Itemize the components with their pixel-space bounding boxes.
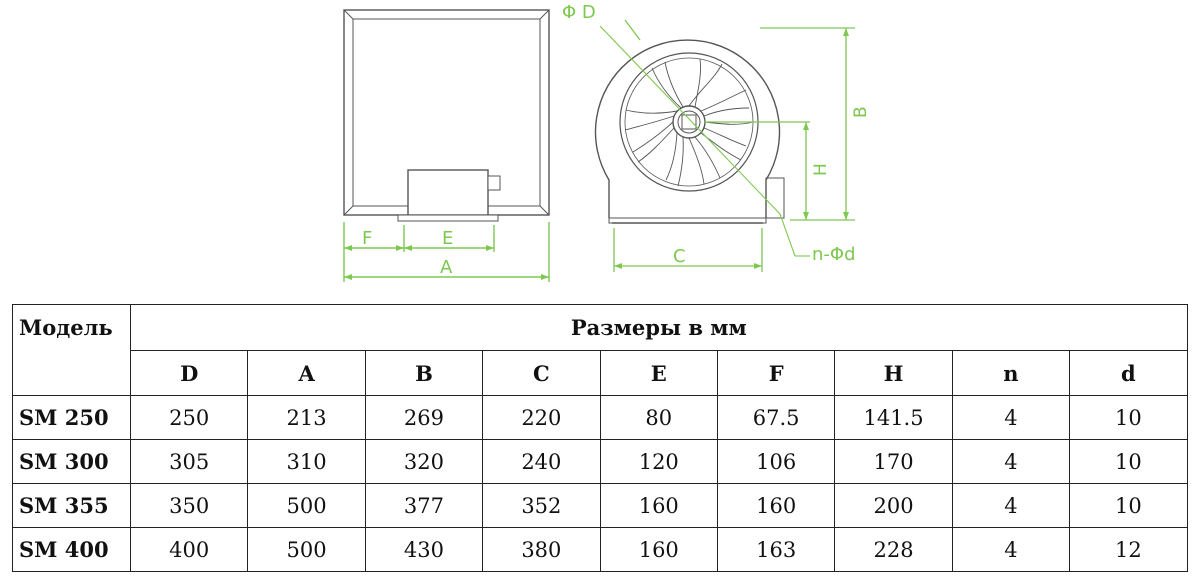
value-cell: 500 — [248, 484, 365, 528]
value-cell: 352 — [483, 484, 600, 528]
value-cell: 120 — [600, 440, 717, 484]
table-row — [13, 528, 1188, 572]
column-header-E: E — [600, 351, 717, 396]
dim-label-phi-D: Φ D — [562, 2, 596, 23]
value-cell: 377 — [365, 484, 482, 528]
value-cell: 170 — [835, 440, 952, 484]
value-cell: 500 — [248, 528, 365, 572]
dim-label-n-phi-d: n-Φd — [812, 244, 856, 265]
table-row — [13, 484, 1188, 528]
value-cell: 163 — [717, 528, 834, 572]
value-cell: 10 — [1070, 396, 1187, 440]
column-header-A: A — [248, 351, 365, 396]
value-cell: 4 — [952, 484, 1069, 528]
table-row — [13, 396, 1188, 440]
model-cell: SM 300 — [13, 440, 131, 484]
value-cell: 12 — [1070, 528, 1187, 572]
value-cell: 320 — [365, 440, 482, 484]
front-view-dimensions — [600, 20, 855, 272]
value-cell: 67.5 — [717, 396, 834, 440]
column-header-d: d — [1070, 351, 1187, 396]
value-cell: 4 — [952, 396, 1069, 440]
dimensions-group-header: Размеры в мм — [131, 305, 1188, 351]
model-cell: SM 250 — [13, 396, 131, 440]
dim-label-E: E — [442, 228, 454, 249]
value-cell: 4 — [952, 440, 1069, 484]
value-cell: 310 — [248, 440, 365, 484]
value-cell: 160 — [717, 484, 834, 528]
value-cell: 269 — [365, 396, 482, 440]
dim-label-B: B — [851, 106, 871, 118]
value-cell: 160 — [600, 528, 717, 572]
column-header-H: H — [835, 351, 952, 396]
dimensions-table — [12, 304, 1188, 572]
value-cell: 380 — [483, 528, 600, 572]
dim-label-H: H — [811, 163, 831, 176]
dim-label-F: F — [362, 228, 373, 249]
model-column-header: Модель — [13, 305, 131, 396]
dim-label-A: A — [440, 257, 453, 278]
value-cell: 80 — [600, 396, 717, 440]
model-cell: SM 400 — [13, 528, 131, 572]
value-cell: 4 — [952, 528, 1069, 572]
front-view — [596, 40, 785, 223]
value-cell: 250 — [131, 396, 248, 440]
value-cell: 305 — [131, 440, 248, 484]
value-cell: 228 — [835, 528, 952, 572]
value-cell: 213 — [248, 396, 365, 440]
value-cell: 141.5 — [835, 396, 952, 440]
column-header-C: C — [483, 351, 600, 396]
column-header-F: F — [717, 351, 834, 396]
table-row — [13, 440, 1188, 484]
value-cell: 350 — [131, 484, 248, 528]
value-cell: 10 — [1070, 440, 1187, 484]
value-cell: 220 — [483, 396, 600, 440]
value-cell: 10 — [1070, 484, 1187, 528]
value-cell: 106 — [717, 440, 834, 484]
dim-label-C: C — [673, 246, 686, 267]
value-cell: 160 — [600, 484, 717, 528]
value-cell: 430 — [365, 528, 482, 572]
model-cell: SM 355 — [13, 484, 131, 528]
column-header-B: B — [365, 351, 482, 396]
column-header-D: D — [131, 351, 248, 396]
value-cell: 200 — [835, 484, 952, 528]
column-header-n: n — [952, 351, 1069, 396]
value-cell: 240 — [483, 440, 600, 484]
side-view — [344, 10, 549, 221]
value-cell: 400 — [131, 528, 248, 572]
